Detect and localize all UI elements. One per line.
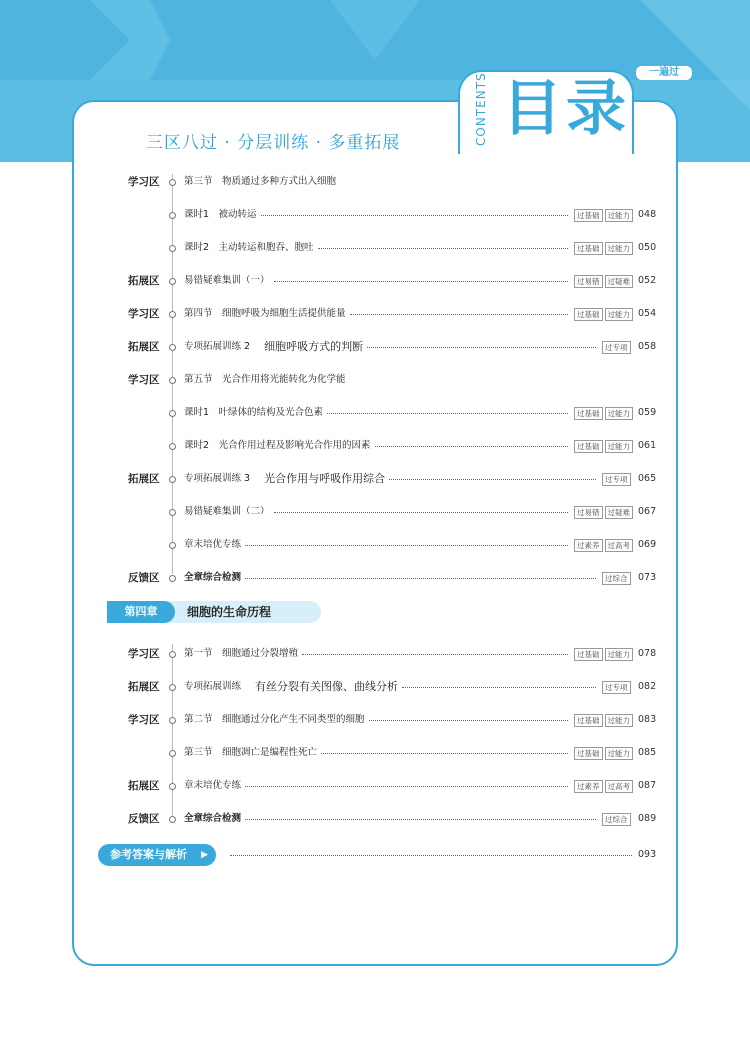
chapter-tag: 第四章: [107, 601, 175, 623]
answer-leader: [230, 855, 632, 856]
toc-entry-title: 章末培优专练: [184, 539, 242, 550]
dot-leader: [327, 413, 568, 414]
dot-leader: [245, 545, 568, 546]
timeline-dot: [169, 245, 176, 252]
toc-entry-title: 课时2 主动转运和胞吞、胞吐: [184, 242, 314, 253]
timeline-dot: [169, 410, 176, 417]
page-number: 067: [638, 506, 657, 517]
level-badge: 过易错: [574, 275, 603, 288]
level-badge: 过疑难: [605, 506, 634, 519]
page-title: 目录: [502, 74, 630, 144]
dot-leader: [318, 248, 568, 249]
page-number: 073: [638, 572, 657, 583]
page-number: 065: [638, 473, 657, 484]
badge-group: [574, 714, 633, 727]
page-number: 082: [638, 681, 657, 692]
zone-label: 拓展区: [128, 275, 160, 287]
toc-entry-subtitle: 光合作用与呼吸作用综合: [264, 472, 386, 485]
dot-leader: [321, 753, 568, 754]
timeline-dot: [169, 311, 176, 318]
toc-row[interactable]: [0, 405, 750, 421]
toc-row[interactable]: [0, 745, 750, 761]
badge-group: [602, 341, 631, 354]
badge-group: [574, 440, 633, 453]
toc-row[interactable]: [0, 570, 750, 586]
badge-group: [602, 681, 631, 694]
zone-label: 反馈区: [128, 813, 160, 825]
toc-entry-subtitle: 细胞呼吸方式的判断: [264, 340, 364, 353]
toc-row[interactable]: [0, 712, 750, 728]
timeline-dot: [169, 509, 176, 516]
badge-group: [602, 572, 631, 585]
toc-row[interactable]: [0, 811, 750, 827]
toc-row[interactable]: [0, 339, 750, 355]
badge-group: [574, 275, 633, 288]
timeline-dot: [169, 212, 176, 219]
toc-row[interactable]: [0, 438, 750, 454]
toc-entry-subtitle: 有丝分裂有关图像、曲线分析: [255, 680, 399, 693]
level-badge: 过能力: [605, 714, 634, 727]
toc-entry-title: 课时1 被动转运: [184, 209, 257, 220]
page-number: 058: [638, 341, 657, 352]
dot-leader: [274, 281, 568, 282]
toc-entry-title: 第四节 细胞呼吸为细胞生活提供能量: [184, 308, 346, 319]
badge-group: [574, 242, 633, 255]
toc-entry-title: 第三节 物质通过多种方式出入细胞: [184, 176, 337, 187]
level-badge: 过能力: [605, 209, 634, 222]
answer-button[interactable]: [98, 844, 216, 866]
level-badge: 过专项: [602, 473, 631, 486]
badge-group: [574, 780, 633, 793]
toc-row[interactable]: [0, 306, 750, 322]
badge-group: [602, 813, 631, 826]
level-badge: 过专项: [602, 681, 631, 694]
badge-group: [602, 473, 631, 486]
page-number: 089: [638, 813, 657, 824]
dot-leader: [350, 314, 568, 315]
level-badge: 过综合: [602, 813, 631, 826]
zone-label: 学习区: [128, 648, 160, 660]
toc-row[interactable]: [0, 778, 750, 794]
timeline-dot: [169, 575, 176, 582]
toc-entry-title: 专项拓展训练 2 细胞呼吸方式的判断: [184, 340, 364, 353]
toc-entry-title: 专项拓展训练 3 光合作用与呼吸作用综合: [184, 472, 386, 485]
dot-leader: [375, 446, 568, 447]
page-number: 085: [638, 747, 657, 758]
slogan: 三区八过 · 分层训练 · 多重拓展: [146, 133, 401, 153]
timeline-dot: [169, 476, 176, 483]
zone-label: 拓展区: [128, 341, 160, 353]
toc-row[interactable]: [0, 471, 750, 487]
toc-row[interactable]: [0, 646, 750, 662]
level-badge: 过基础: [574, 747, 603, 760]
zone-label: 拓展区: [128, 681, 160, 693]
timeline-dot: [169, 750, 176, 757]
chevron-right-icon: ▶: [201, 850, 208, 860]
timeline-dot: [169, 651, 176, 658]
dot-leader: [369, 720, 568, 721]
badge-group: [574, 506, 633, 519]
chapter-heading: [107, 601, 321, 623]
badge-group: [574, 747, 633, 760]
toc-row[interactable]: [0, 240, 750, 256]
level-badge: 过高考: [605, 780, 634, 793]
page-number: 059: [638, 407, 657, 418]
level-badge: 过能力: [605, 308, 634, 321]
page-number: 061: [638, 440, 657, 451]
page-number: 048: [638, 209, 657, 220]
toc-row[interactable]: [0, 207, 750, 223]
zone-label: 拓展区: [128, 780, 160, 792]
toc-row[interactable]: [0, 174, 750, 190]
dot-leader: [261, 215, 568, 216]
zone-label: 学习区: [128, 714, 160, 726]
answer-page: 093: [638, 849, 657, 860]
level-badge: 过基础: [574, 242, 603, 255]
chapter-name: 细胞的生命历程: [187, 605, 272, 619]
page-number: 052: [638, 275, 657, 286]
brand-logo: 一遍过: [636, 66, 692, 80]
zone-label: 学习区: [128, 308, 160, 320]
answer-label: 参考答案与解析: [110, 848, 187, 861]
level-badge: 过基础: [574, 648, 603, 661]
page-number: 087: [638, 780, 657, 791]
toc-entry-title: 第二节 细胞通过分化产生不同类型的细胞: [184, 714, 365, 725]
timeline-dot: [169, 179, 176, 186]
timeline-dot: [169, 344, 176, 351]
dot-leader: [402, 687, 596, 688]
timeline-dot: [169, 542, 176, 549]
level-badge: 过素养: [574, 539, 603, 552]
page-number: 054: [638, 308, 657, 319]
toc-entry-title: 全章综合检测: [184, 813, 242, 824]
zone-label: 学习区: [128, 374, 160, 386]
level-badge: 过基础: [574, 209, 603, 222]
dot-leader: [274, 512, 568, 513]
badge-group: [574, 539, 633, 552]
contents-label: CONTENTS: [474, 72, 488, 146]
timeline-dot: [169, 816, 176, 823]
toc-entry-title: 全章综合检测: [184, 572, 242, 583]
level-badge: 过能力: [605, 747, 634, 760]
dot-leader: [245, 578, 596, 579]
level-badge: 过基础: [574, 308, 603, 321]
level-badge: 过专项: [602, 341, 631, 354]
toc-row[interactable]: [0, 504, 750, 520]
toc-entry-title: 第一节 细胞通过分裂增殖: [184, 648, 299, 659]
level-badge: 过易错: [574, 506, 603, 519]
zone-label: 拓展区: [128, 473, 160, 485]
timeline-dot: [169, 684, 176, 691]
timeline-dot: [169, 278, 176, 285]
timeline-dot: [169, 783, 176, 790]
level-badge: 过能力: [605, 648, 634, 661]
level-badge: 过素养: [574, 780, 603, 793]
zone-label: 反馈区: [128, 572, 160, 584]
toc-row[interactable]: [0, 679, 750, 695]
page-number: 050: [638, 242, 657, 253]
dot-leader: [302, 654, 568, 655]
level-badge: 过能力: [605, 407, 634, 420]
toc-entry-title: 课时2 光合作用过程及影响光合作用的因素: [184, 440, 371, 451]
badge-group: [574, 648, 633, 661]
timeline-dot: [169, 377, 176, 384]
badge-group: [574, 407, 633, 420]
toc-entry-title: 第三节 细胞凋亡是编程性死亡: [184, 747, 318, 758]
dot-leader: [245, 786, 568, 787]
toc-entry-title: 易错疑难集训（一）: [184, 275, 270, 286]
dot-leader: [389, 479, 596, 480]
toc-row[interactable]: [0, 537, 750, 553]
level-badge: 过基础: [574, 714, 603, 727]
dot-leader: [367, 347, 596, 348]
toc-row[interactable]: [0, 372, 750, 388]
level-badge: 过疑难: [605, 275, 634, 288]
level-badge: 过能力: [605, 242, 634, 255]
page-number: 069: [638, 539, 657, 550]
level-badge: 过基础: [574, 407, 603, 420]
toc-row[interactable]: [0, 273, 750, 289]
page-number: 078: [638, 648, 657, 659]
badge-group: [574, 209, 633, 222]
level-badge: 过高考: [605, 539, 634, 552]
zone-label: 学习区: [128, 176, 160, 188]
badge-group: [574, 308, 633, 321]
contents-card: [72, 100, 678, 966]
level-badge: 过综合: [602, 572, 631, 585]
toc-entry-title: 课时1 叶绿体的结构及光合色素: [184, 407, 324, 418]
dot-leader: [245, 819, 596, 820]
toc-entry-title: 第五节 光合作用将光能转化为化学能: [184, 374, 346, 385]
level-badge: 过基础: [574, 440, 603, 453]
toc-entry-title: 易错疑难集训（二）: [184, 506, 270, 517]
level-badge: 过能力: [605, 440, 634, 453]
page-number: 083: [638, 714, 657, 725]
toc-entry-title: 章末培优专练: [184, 780, 242, 791]
timeline-dot: [169, 717, 176, 724]
toc-entry-title: 专项拓展训练 有丝分裂有关图像、曲线分析: [184, 680, 399, 693]
timeline-dot: [169, 443, 176, 450]
